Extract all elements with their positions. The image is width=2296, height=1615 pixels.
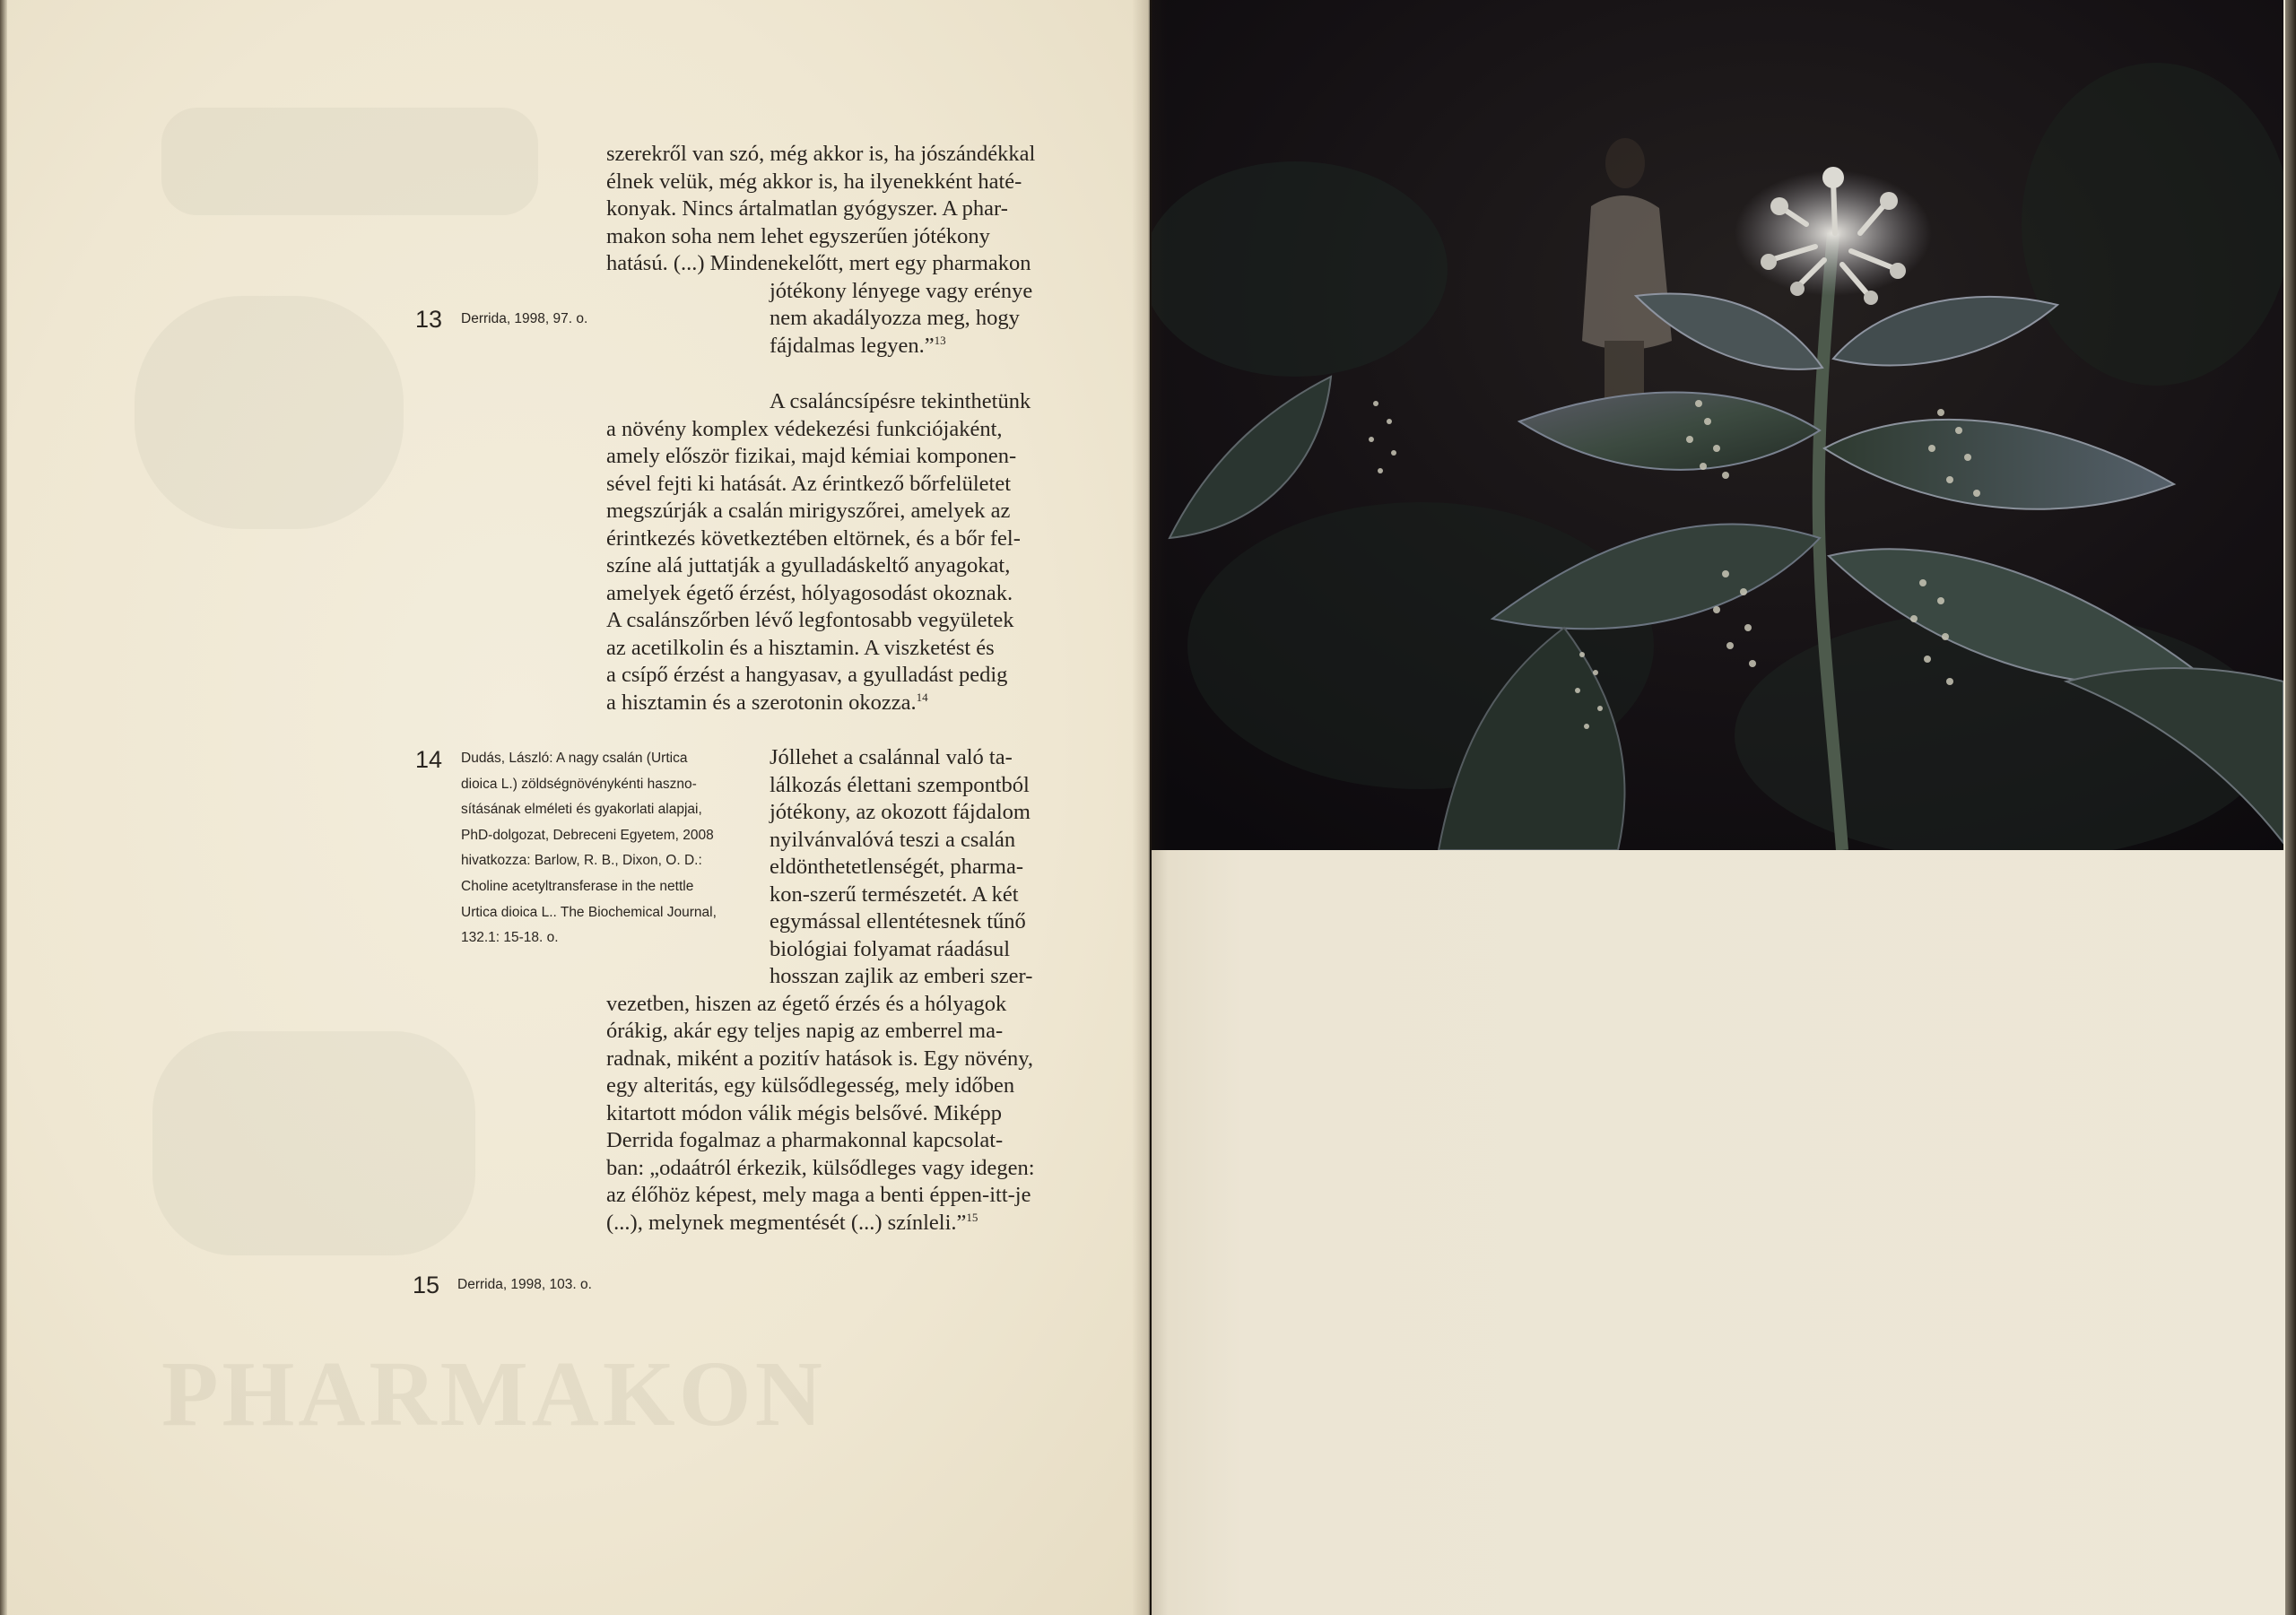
text-line: nyilvánvalóvá teszi a csalán (770, 827, 1016, 852)
footnote-text (461, 307, 587, 333)
footnote-line: Derrida, 1998, 97. o. (461, 311, 588, 326)
text-line: Jóllehet a csalánnal való ta- (770, 745, 1013, 769)
footnote-line: dioica L.) zöldségnövénykénti haszno- (461, 776, 697, 792)
text-line-last (606, 1210, 1051, 1237)
paragraph-1 (606, 141, 1051, 278)
text-line: egymással ellentétesnek tűnő (770, 909, 1026, 933)
text-line: A csaláncsípésre tekinthetünk (770, 389, 1031, 413)
text-line: biológiai folyamat ráadásul (770, 936, 1011, 961)
text-line: radnak, miként a pozitív hatások is. Egy növény, (606, 1046, 1034, 1071)
text-line: érintkezés következtében eltörnek, és a bőr fel- (606, 525, 1021, 551)
text-line: egy alteritás, egy külsődlegesség, mely időben (606, 1073, 1015, 1098)
text-line: sével fejti ki hatását. Az érintkező bőrfelületet (606, 471, 1012, 496)
text-line: vezetben, hiszen az égető érzés és a hólyagok (606, 991, 1007, 1016)
footnote-line: Dudás, László: A nagy csalán (Urtica (461, 751, 688, 766)
text-line: a növény komplex védekezési funkciójaként, (606, 416, 1003, 441)
footnote-line: PhD-dolgozat, Debreceni Egyetem, 2008 (461, 827, 714, 843)
right-page (1152, 0, 2296, 1615)
text-line: eldönthetetlenségét, pharma- (770, 855, 1023, 879)
text-line: ban: „odaátról érkezik, külsődleges vagy idegen: (606, 1155, 1035, 1180)
text-line: színe alá juttatják a gyulladáskeltő anyagokat, (606, 553, 1011, 577)
text-line: fájdalmas legyen.” (770, 333, 935, 358)
footnote-line: sításának elméleti és gyakorlati alapjai, (461, 802, 702, 818)
footnote-ref-15: 15 (966, 1210, 978, 1224)
footnote-number: 14 (415, 746, 443, 773)
text-line-last (770, 333, 1051, 360)
nettle-photo-illustration (1152, 0, 2283, 850)
text-line: hatású. (...) Mindenekelőtt, mert egy pharmakon (606, 251, 1031, 275)
text-line: jótékony lényege vagy erénye (770, 278, 1033, 303)
text-line: megszúrják a csalán mirigyszőrei, amelyek az (606, 499, 1011, 523)
footnote-text (457, 1272, 592, 1298)
show-through-title: PHARMAKON (161, 1342, 826, 1446)
footnote-line: 132.1: 15-18. o. (461, 930, 559, 946)
footnote-line: Derrida, 1998, 103. o. (457, 1277, 592, 1292)
text-line: A csalánszőrben lévő legfontosabb vegyületek (606, 608, 1014, 632)
text-line: a csípő érzést a hangyasav, a gyulladást pedig (606, 663, 1008, 687)
footnote-line: Urtica dioica L.. The Biochemical Journal, (461, 904, 717, 920)
paragraph-2 (606, 388, 1051, 716)
text-line: amely először fizikai, majd kémiai komponen- (606, 444, 1017, 468)
text-line: az acetilkolin és a hisztamin. A viszketést és (606, 635, 995, 660)
footnote-line: hivatkozza: Barlow, R. B., Dixon, O. D.: (461, 853, 702, 869)
text-line: szerekről van szó, még akkor is, ha jószándékkal (606, 142, 1036, 166)
footnote-line: Choline acetyltransferase in the nettle (461, 878, 694, 894)
text-line: kitartott módon válik mégis belsővé. Miképp (606, 1100, 1002, 1125)
text-line: hosszan zajlik az emberi szer- (770, 964, 1033, 988)
text-line: lálkozás élettani szempontból (770, 772, 1030, 797)
nettle-photograph (1152, 0, 2283, 850)
text-line: amelyek égető érzést, hólyagosodást okoznak. (606, 580, 1013, 605)
text-line: konyak. Nincs ártalmatlan gyógyszer. A phar- (606, 196, 1008, 221)
text-line: az élőhöz képest, mely maga a benti éppen-itt-je (606, 1183, 1031, 1207)
footnote-text (461, 746, 717, 951)
show-through-shape (152, 1031, 475, 1255)
book-gutter (1132, 0, 1168, 1615)
text-line: órákig, akár egy teljes napig az emberrel ma- (606, 1019, 1004, 1043)
text-line-last (606, 690, 1051, 717)
page-edge-right (2285, 0, 2296, 1615)
footnote-number: 15 (413, 1272, 440, 1298)
text-line: jótékony, az okozott fájdalom (770, 800, 1031, 824)
paragraph-3 (606, 991, 1051, 1237)
page-edge-left (0, 0, 7, 1615)
footnote-number: 13 (415, 306, 443, 333)
text-line: élnek velük, még akkor is, ha ilyenekként haté- (606, 169, 1022, 194)
footnote-ref-13: 13 (934, 333, 946, 347)
paragraph-1-indent (770, 278, 1051, 360)
text-line: makon soha nem lehet egyszerűen jótékony (606, 223, 990, 248)
paragraph-3-indent (770, 744, 1051, 991)
text-line: nem akadályozza meg, hogy (770, 306, 1020, 330)
show-through-shape (135, 296, 404, 529)
show-through-shape (161, 108, 538, 215)
text-line: kon-szerű természetét. A két (770, 881, 1019, 907)
text-line: Derrida fogalmaz a pharmakonnal kapcsolat- (606, 1128, 1004, 1152)
text-line: (...), melynek megmentését (...) színleli.” (606, 1210, 967, 1235)
footnote-ref-14: 14 (916, 690, 928, 704)
text-line: a hisztamin és a szerotonin okozza. (606, 690, 917, 715)
